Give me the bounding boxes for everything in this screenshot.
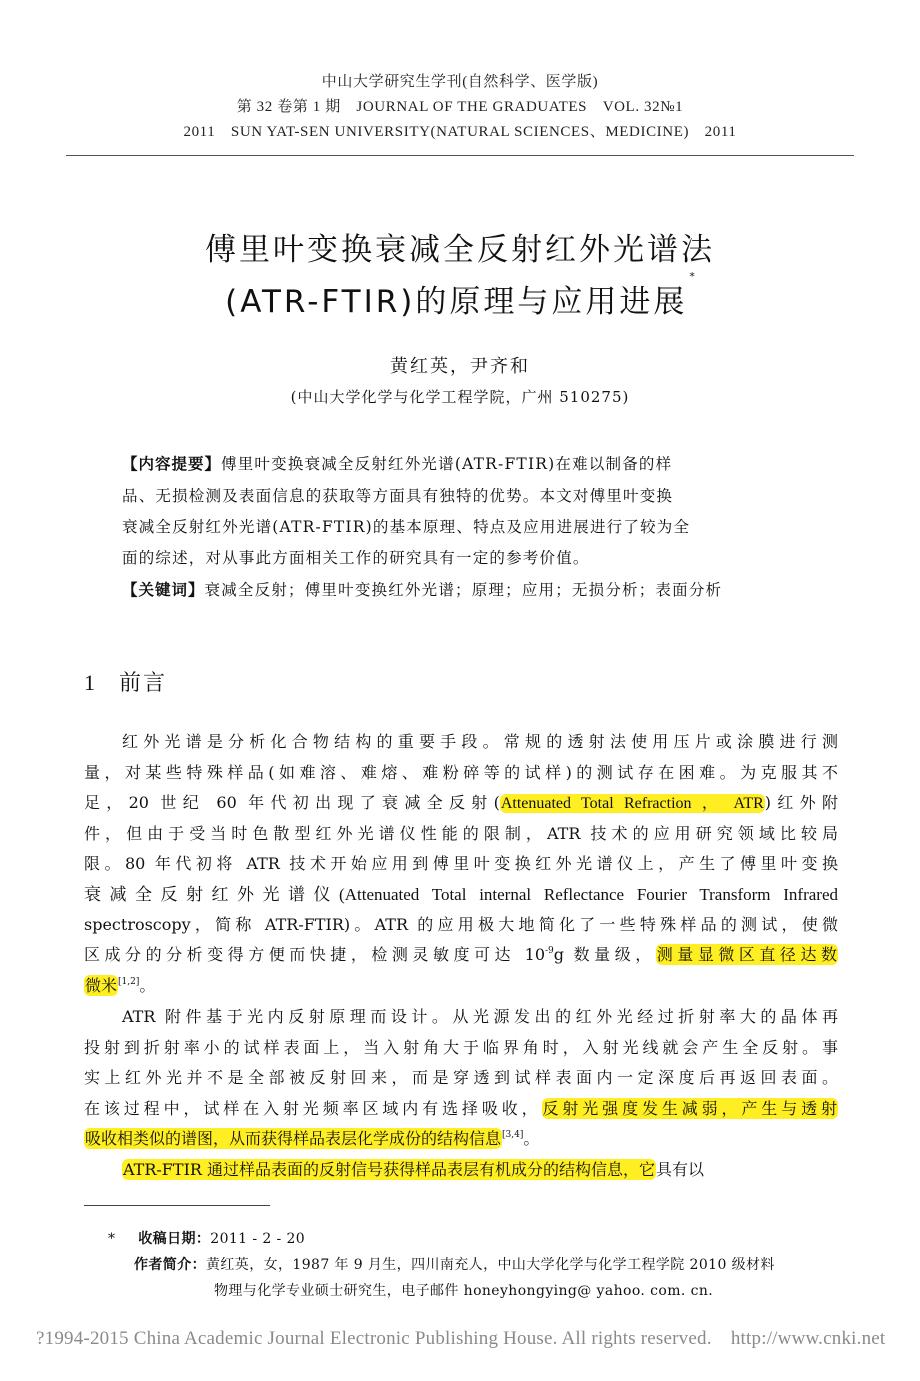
author-label: 作者简介：	[134, 1257, 206, 1273]
exponent: -9	[545, 946, 554, 956]
body-line	[84, 943, 838, 971]
highlight-atr-ftir: ATR-FTIR 通过样品表面的反射信号获得样品表层有机成分的结构信息，它	[123, 1160, 656, 1179]
body-line	[84, 974, 838, 1002]
body-text: 区成分的分析变得方便而快捷，检测灵敏度可达 10	[84, 945, 546, 964]
highlight-atr-term: Attenuated Total Refraction ， ATR	[500, 795, 764, 812]
body-line	[84, 1097, 838, 1125]
body-text: 足，20 世纪 60 年代初出现了衰减全反射(	[84, 793, 500, 812]
abstract-line-3: 衰减全反射红外光谱(ATR-FTIR)的基本原理、特点及应用进展进行了较为全	[122, 518, 691, 536]
author-bio-2: 物理与化学专业硕士研究生，电子邮件 honeyhongying@ yahoo. com. cn.	[214, 1283, 714, 1299]
body-line	[122, 1158, 838, 1186]
section-heading	[84, 666, 167, 697]
title-footnote-mark: *	[689, 270, 695, 283]
keywords-line	[122, 578, 802, 600]
received-label: 收稿日期：	[138, 1231, 211, 1247]
body-line: 投射到折射率小的试样表面上，当入射角大于临界角时，入射光线就会产生全反射。事	[84, 1038, 838, 1057]
body-line: 红外光谱是分析化合物结构的重要手段。常规的透射法使用压片或涂膜进行测	[122, 732, 838, 751]
body-line: spectroscopy，简称 ATR-FTIR)。ATR 的应用极大地简化了一些特殊样品的测试，使微	[84, 915, 838, 934]
body-text: g 数量级，	[553, 945, 656, 964]
body-text: 。	[139, 976, 156, 995]
body-line	[84, 1127, 838, 1155]
body-text: )红外附	[764, 793, 838, 812]
journal-volume-line: 第 32 卷第 1 期 JOURNAL OF THE GRADUATES VOL. 32№1	[236, 99, 684, 115]
keywords-label: 【关键词】	[122, 581, 205, 599]
body-line: 限。80 年代初将 ATR 技术开始应用到傅里叶变换红外光谱仪上，产生了傅里叶变换	[84, 854, 838, 873]
title-line2-text: (ATR-FTIR)的原理与应用进展	[225, 284, 688, 320]
body-line: 量，对某些特殊样品(如难溶、难熔、难粉碎等的试样)的测试存在困难。为克服其不	[84, 763, 838, 782]
body-line: ATR 附件基于光内反射原理而设计。从光源发出的红外光经过折射率大的晶体再	[122, 1007, 838, 1026]
citation-3-4: [3,4]	[502, 1130, 524, 1140]
body-line: 件，但由于受当时色散型红外光谱仪性能的限制，ATR 技术的应用研究领域比较局	[84, 824, 838, 843]
section-number: 1	[84, 670, 97, 695]
body-line: 实上红外光并不是全部被反射回来，而是穿透到试样表面内一定深度后再返回表面。	[84, 1068, 838, 1087]
body-line: 衰减全反射红外光谱仪(Attenuated Total internal Reflectance Fourier Transform Infrared	[84, 885, 838, 904]
authors: 黄红英，尹齐和	[390, 356, 530, 377]
paper-title-line1: 傅里叶变换衰减全反射红外光谱法	[205, 232, 715, 268]
keywords-text: 衰减全反射；傅里叶变换红外光谱；原理；应用；无损分析；表面分析	[204, 581, 723, 599]
footnote-author	[134, 1254, 775, 1274]
citation-1-2: [1,2]	[118, 977, 140, 987]
body-text: 具有以	[656, 1160, 705, 1179]
abstract-line-4: 面的综述，对从事此方面相关工作的研究具有一定的参考价值。	[122, 549, 590, 567]
footnote-star: *	[108, 1231, 116, 1247]
footnote-received	[108, 1228, 305, 1248]
highlight-microscopy: 测量显微区直径达数	[656, 945, 837, 964]
abstract-label: 【内容提要】	[122, 455, 222, 473]
abstract-text-1: 傅里叶变换衰减全反射红外光谱(ATR-FTIR)在难以制备的样	[221, 455, 673, 473]
received-value: 2011 - 2 - 20	[210, 1231, 306, 1247]
journal-university-line: 2011 SUN YAT-SEN UNIVERSITY(NATURAL SCIENCES、MEDICINE) 2011	[183, 124, 737, 140]
highlight-spectrum: 吸收相类似的谱图，从而获得样品表层化学成份的结构信息	[85, 1129, 502, 1148]
copyright-notice: ?1994-2015 China Academic Journal Electronic Publishing House. All rights reserved. http://www.cnki.net	[36, 1328, 886, 1349]
footnote-rule	[84, 1205, 270, 1206]
journal-name: 中山大学研究生学刊(自然科学、医学版)	[321, 74, 599, 90]
highlight-micron: 微米	[85, 976, 118, 995]
body-line	[84, 791, 838, 819]
body-text: 在该过程中，试样在入射光频率区域内有选择吸收，	[84, 1099, 542, 1118]
paper-title-line2	[0, 270, 920, 321]
section-title: 前言	[119, 671, 168, 696]
header-rule	[66, 155, 854, 156]
highlight-reflection: 反射光强度发生减弱，产生与透射	[542, 1099, 837, 1118]
abstract-line-1	[122, 452, 802, 474]
affiliation: (中山大学化学与化学工程学院，广州 510275)	[290, 388, 630, 406]
body-text: 。	[523, 1129, 540, 1148]
author-bio-1: 黄红英，女，1987 年 9 月生，四川南充人，中山大学化学与化学工程学院 2010 级材料	[206, 1257, 775, 1273]
abstract-line-2: 品、无损检测及表面信息的获取等方面具有独特的优势。本文对傅里叶变换	[122, 487, 674, 505]
